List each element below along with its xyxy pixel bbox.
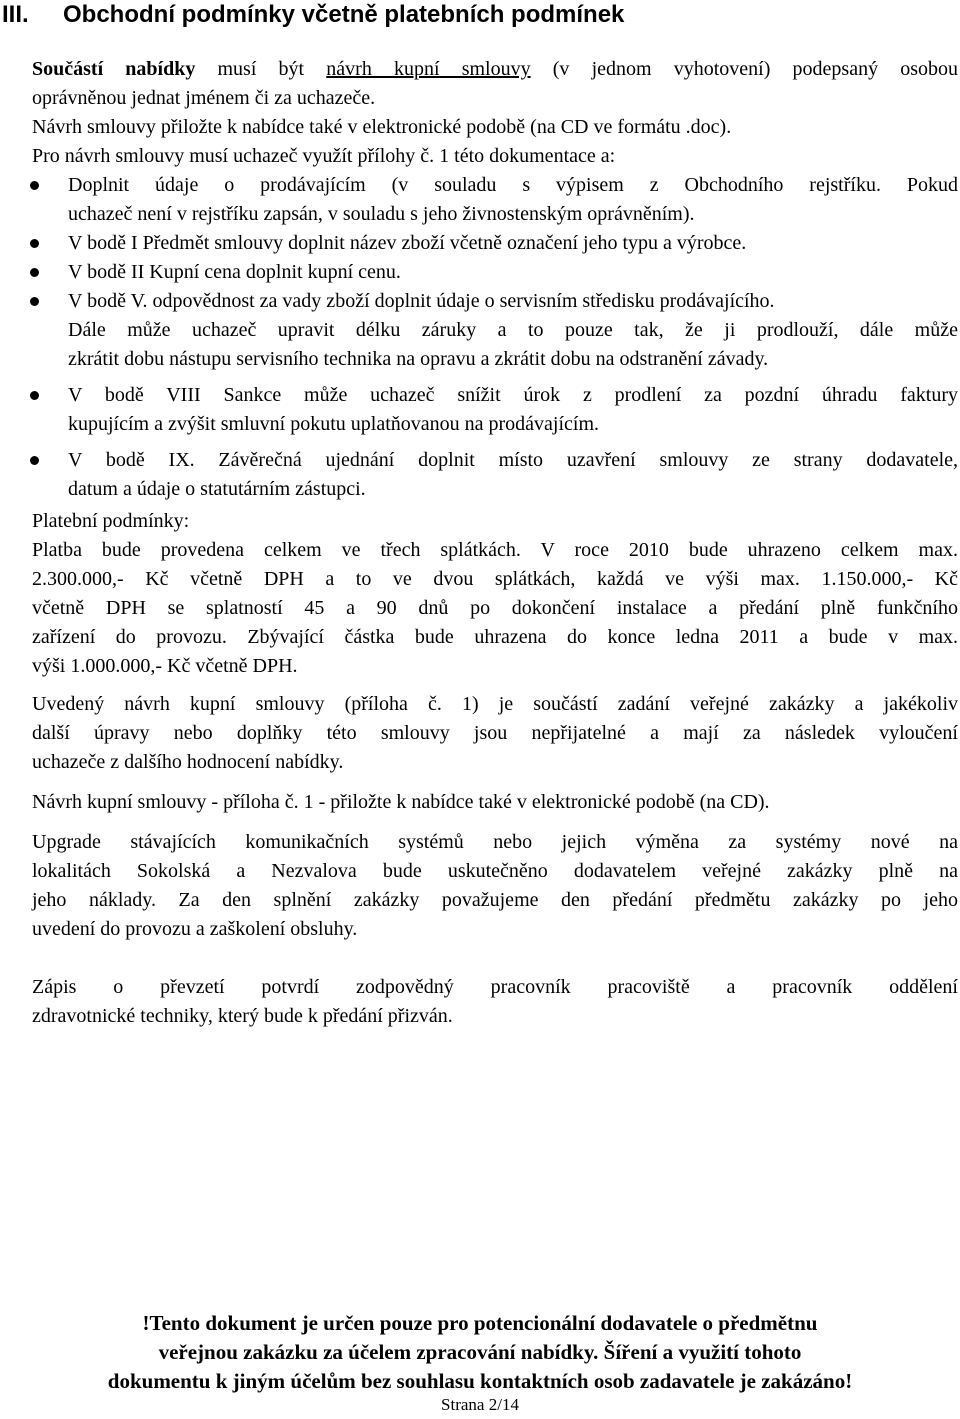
intro-bold-label: Součástí nabídky [32,58,196,80]
list-item: V bodě IX. Závěrečná ujednání doplnit místo uzavření smlouvy ze strany dodavatele, datum a údaje o statutárním zástupci. [0,446,960,504]
bullet-icon [30,297,39,306]
intro-line-4: Pro návrh smlouvy musí uchazeč využít přílohy č. 1 této dokumentace a: [32,145,616,167]
list-item: V bodě V. odpovědnost za vady zboží doplnit údaje o servisním středisku prodávajícího. Dále může uchazeč upravit délku záruky a to pouze tak, že ji prodlouží, dále může zkrátit dobu nástupu servisního technika na opravu a zkrátit dobu na odstranění závady. [0,287,960,374]
requirements-list [0,171,960,504]
confidentiality-notice: !Tento dokument je určen pouze pro potencionální dodavatele o předmětnu veřejnou zakázku za účelem zpracování nabídky. Šíření a využití tohoto dokumentu k jiným účelům bez souhlasu kontaktních osob zadavatele je zakázáno! [107,1311,853,1393]
bullet-icon [30,456,39,465]
section-number: III. [2,1,29,28]
contract-draft-underlined: návrh kupní smlouvy [326,58,531,80]
page-number: Strana 2/14 [441,1395,519,1414]
list-item: V bodě VIII Sankce může uchazeč snížit úrok z prodlení za pozdní úhradu faktury kupujícím a zvýšit smluvní pokutu uplatňovanou na prodávajícím. [0,381,960,439]
upgrade-paragraph: Upgrade stávajících komunikačních systémů nebo jejich výměna za systémy nové na lokalitách Sokolská a Nezvalova bude uskutečněno dodavatelem veřejné zakázky plně na jeho náklady. Za den splnění zakázky považujeme den předání předmětu zakázky po jeho uvedení do provozu a zaškolení obsluhy. [32,831,958,940]
bullet-icon [30,239,39,248]
cd-paragraph: Návrh kupní smlouvy - příloha č. 1 - přiložte k nabídce také v elektronické podobě (na CD). [32,791,770,813]
protocol-paragraph: Zápis o převzetí potvrdí zodpovědný pracovník pracoviště a pracovník oddělení zdravotnické techniky, který bude k předání přizván. [32,976,958,1027]
intro-line-3: Návrh smlouvy přiložte k nabídce také v elektronické podobě (na CD ve formátu .doc). [32,116,732,138]
section-title: Obchodní podmínky včetně platebních podmínek [63,1,625,28]
intro-line-1: Součástí nabídky musí být návrh kupní smlouvy (v jednom vyhotovení) podepsaný osobou [32,58,959,80]
bullet-icon [30,181,39,190]
payment-heading: Platební podmínky: [32,510,190,532]
intro-block [32,55,958,171]
annex-paragraph: Uvedený návrh kupní smlouvy (příloha č. 1) je součástí zadání veřejné zakázky a jakékoliv další úpravy nebo doplňky této smlouvy jsou nepřijatelné a mají za následek vyloučení uchazeče z dalšího hodnocení nabídky. [32,693,958,773]
bullet-icon [30,391,39,400]
section-heading [0,0,960,30]
intro-line-2: oprávněnou jednat jménem či za uchazeče. [32,87,376,109]
list-item: Doplnit údaje o prodávajícím (v souladu s výpisem z Obchodního rejstříku. Pokud uchazeč není v rejstříku zapsán, v souladu s jeho živnostenským oprávněním). [0,171,960,229]
bullet-icon [30,268,39,277]
list-item: V bodě II Kupní cena doplnit kupní cenu. [0,258,960,287]
list-item: V bodě I Předmět smlouvy doplnit název zboží včetně označení jeho typu a výrobce. [0,229,960,258]
payment-conditions: Platební podmínky: Platba bude provedena celkem ve třech splátkách. V roce 2010 bude uhrazeno celkem max. 2.300.000,- Kč včetně DPH a to ve dvou splátkách, každá ve výši max. 1.150.000,- Kč včetně DPH se splatností 45 a 90 dnů po dokončení instalace a předání plně funkčního zařízení do provozu. Zbývající částka bude uhrazena do konce ledna 2011 a bude v max. výši 1.000.000,- Kč včetně DPH. [32,507,958,681]
